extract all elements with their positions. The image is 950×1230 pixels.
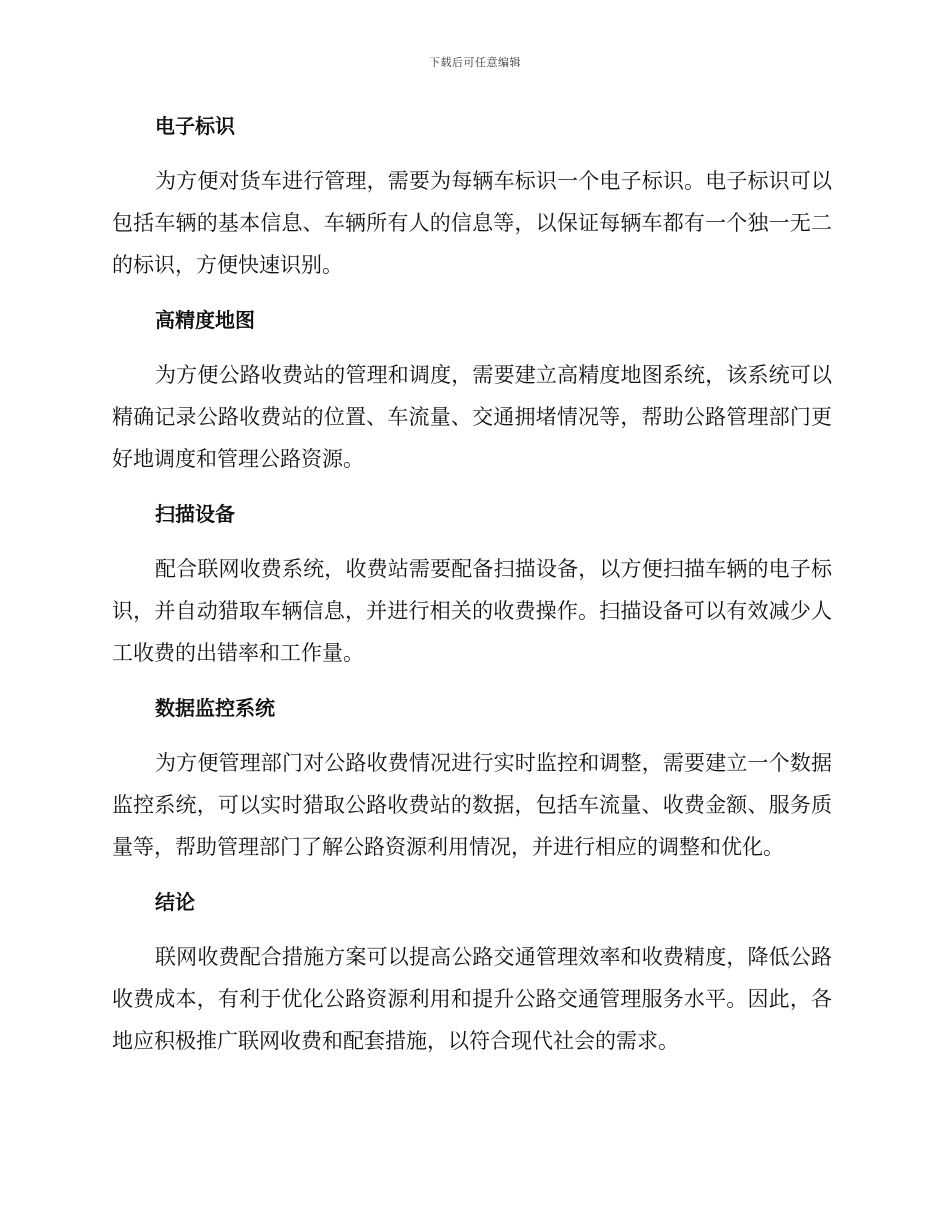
section-paragraph: 为方便对货车进行管理，需要为每辆车标识一个电子标识。电子标识可以包括车辆的基本信息、车辆所有人的信息等，以保证每辆车都有一个独一无二的标识，方便快速识别。 bbox=[112, 169, 832, 277]
section-title: 结论 bbox=[155, 890, 195, 914]
section-paragraph: 联网收费配合措施方案可以提高公路交通管理效率和收费精度，降低公路收费成本，有利于优化公路资源利用和提升公路交通管理服务水平。因此，各地应积极推广联网收费和配套措施，以符合现代社会的需求。 bbox=[112, 945, 832, 1053]
page-header-note: 下载后可任意编辑 bbox=[429, 56, 521, 69]
section-paragraph: 为方便管理部门对公路收费情况进行实时监控和调整，需要建立一个数据监控系统，可以实时猎取公路收费站的数据，包括车流量、收费金额、服务质量等，帮助管理部门了解公路资源利用情况，并进行相应的调整和优化。 bbox=[112, 751, 832, 859]
section-hd-map bbox=[112, 298, 832, 480]
section-title: 数据监控系统 bbox=[155, 696, 275, 720]
section-data-monitoring bbox=[112, 686, 832, 868]
section-conclusion bbox=[112, 880, 832, 1062]
section-electronic-id bbox=[112, 104, 832, 286]
section-paragraph: 为方便公路收费站的管理和调度，需要建立高精度地图系统，该系统可以精确记录公路收费站的位置、车流量、交通拥堵情况等，帮助公路管理部门更好地调度和管理公路资源。 bbox=[112, 363, 832, 471]
section-scanning-equipment bbox=[112, 492, 832, 674]
section-paragraph: 配合联网收费系统，收费站需要配备扫描设备，以方便扫描车辆的电子标识，并自动猎取车辆信息，并进行相关的收费操作。扫描设备可以有效减少人工收费的出错率和工作量。 bbox=[112, 557, 832, 665]
section-title: 电子标识 bbox=[155, 114, 235, 138]
section-title: 高精度地图 bbox=[155, 308, 255, 332]
document-body bbox=[112, 104, 832, 1074]
section-title: 扫描设备 bbox=[155, 502, 235, 526]
